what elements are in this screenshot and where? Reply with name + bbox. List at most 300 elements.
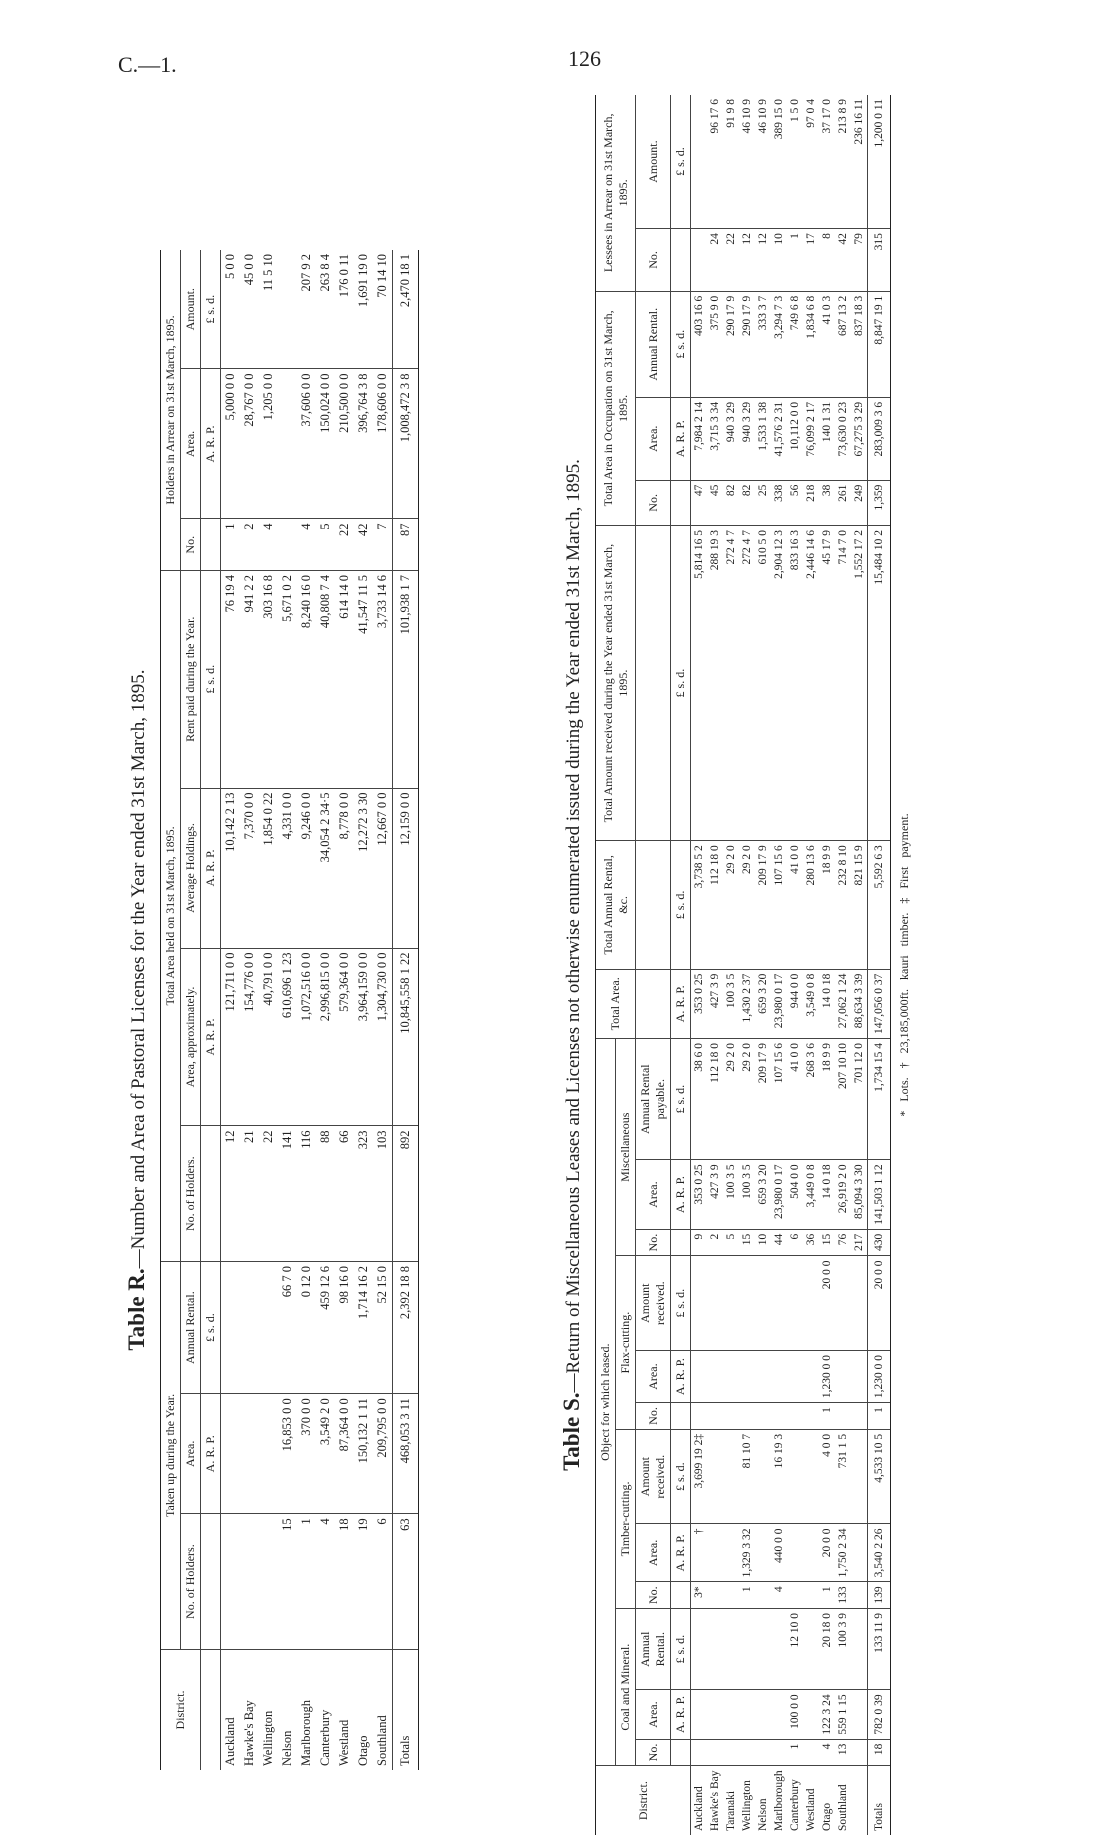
district-cell: Wellington [741, 1780, 753, 1831]
table-cell: 41,547 11 5 [354, 570, 373, 788]
table-s-unit-header: £ s. d. [671, 1429, 691, 1524]
table-cell: 12 10 0 [787, 1609, 803, 1690]
table-cell: 8,240 16 0 [297, 570, 316, 788]
table-cell [707, 1256, 723, 1351]
table-cell: 1 [819, 1403, 835, 1430]
table-cell: 70 14 10 [373, 250, 393, 369]
table-cell [787, 1256, 803, 1351]
table-cell [803, 1403, 819, 1430]
table-cell [723, 1429, 739, 1524]
table-r-unit-header: £ s. d. [201, 570, 221, 788]
table-s-group-coal: Coal and Mineral. [616, 1609, 636, 1766]
table-cell: 4 [259, 519, 278, 570]
table-s-object-header: Object for which leased. [596, 1039, 616, 1766]
table-row [221, 250, 241, 1770]
table-cell: 1,854 0 22 [259, 788, 278, 948]
table-cell [723, 1582, 739, 1609]
table-cell: 288 19 3 [707, 526, 723, 841]
table-cell: 18 9 9 [819, 1039, 835, 1160]
table-cell: 122 3 24 [819, 1690, 835, 1739]
table-cell [707, 1690, 723, 1739]
table-row [707, 95, 723, 1835]
table-cell: 12,667 0 0 [373, 788, 393, 948]
table-cell: 821 15 9 [851, 841, 868, 969]
table-cell: 218 [803, 480, 819, 525]
table-r-col-header: No. [181, 519, 201, 570]
table-cell: 5 0 0 [221, 250, 241, 369]
table-r-unit-header [201, 519, 221, 570]
table-cell: † [691, 1524, 708, 1582]
table-cell: 150,132 1 11 [354, 1394, 373, 1514]
table-s-col-header: Area. [636, 1351, 671, 1403]
table-cell: 24 [707, 229, 723, 292]
table-cell: 323 [354, 1126, 373, 1262]
table-cell [723, 1403, 739, 1430]
table-cell: 610 5 0 [755, 526, 771, 841]
table-s-unit-header: £ s. d. [671, 1039, 691, 1160]
table-cell: 112 18 0 [707, 1039, 723, 1160]
table-cell: 749 6 8 [787, 291, 803, 397]
table-s-col-header: Annual Rental payable. [636, 1039, 671, 1160]
table-cell: 98 16 0 [335, 1261, 354, 1393]
table-cell: 440 0 0 [771, 1524, 787, 1582]
table-r-unit-header [201, 1126, 221, 1262]
totals-cell: 147,056 0 37 [868, 969, 891, 1038]
table-cell [755, 1582, 771, 1609]
district-cell: Marlborough [773, 1770, 785, 1831]
table-s-unit-header: £ s. d. [671, 291, 691, 397]
table-s-col-total-received: Total Amount received during the Year ended 31st March, 1895. [596, 526, 636, 841]
totals-cell: 10,845,558 1 22 [393, 948, 419, 1126]
table-cell: 13 [835, 1739, 851, 1766]
table-row [278, 250, 297, 1770]
table-cell: 1,834 6 8 [803, 291, 819, 397]
table-cell: 375 9 0 [707, 291, 723, 397]
totals-cell: 3,540 2 26 [868, 1524, 891, 1582]
table-cell: 1,533 1 38 [755, 397, 771, 480]
table-r-block [120, 250, 560, 1770]
totals-row [393, 250, 419, 1770]
table-cell: 15 [739, 1229, 755, 1256]
table-s-col-header: Area. [636, 1524, 671, 1582]
table-s-col-total-rental: Total Annual Rental, &c. [596, 841, 636, 969]
table-cell [739, 1403, 755, 1430]
table-cell: 6 [787, 1229, 803, 1256]
table-cell: 213 8 9 [835, 95, 851, 229]
table-r-col-header: No. of Holders. [181, 1126, 201, 1262]
table-s-unit-header: A. R. P. [671, 397, 691, 480]
table-cell: 12,272 3 30 [354, 788, 373, 948]
table-cell: 614 14 0 [335, 570, 354, 788]
table-cell: 610,696 1 23 [278, 948, 297, 1126]
table-cell: 290 17 9 [739, 291, 755, 397]
table-r-col-header: Area, approximately. [181, 948, 201, 1126]
totals-cell: 87 [393, 519, 419, 570]
table-cell [803, 1739, 819, 1766]
table-cell [691, 1739, 708, 1766]
table-s-block [555, 95, 1045, 1835]
table-cell: 217 [851, 1229, 868, 1256]
table-cell: 210,500 0 0 [335, 369, 354, 519]
table-cell: 559 1 15 [835, 1690, 851, 1739]
table-cell: 3,549 2 0 [316, 1394, 335, 1514]
table-cell: 20 0 0 [819, 1524, 835, 1582]
table-cell: 29 2 0 [723, 841, 739, 969]
totals-cell: 15,484 10 2 [868, 526, 891, 841]
table-cell [723, 1524, 739, 1582]
footnote: † 23,185,000ft. kauri timber. [897, 912, 911, 1069]
table-cell: 1 [739, 1582, 755, 1609]
table-cell: 82 [723, 480, 739, 525]
table-cell: 3* [691, 1582, 708, 1609]
district-cell: Auckland [223, 1717, 237, 1766]
table-s [595, 95, 891, 1835]
table-cell: 1,205 0 0 [259, 369, 278, 519]
table-cell [259, 1394, 278, 1514]
totals-cell: 5,592 6 3 [868, 841, 891, 969]
table-row [259, 250, 278, 1770]
table-cell [221, 1514, 241, 1650]
table-cell: 23,980 0 17 [771, 1160, 787, 1229]
table-cell: 3,733 14 6 [373, 570, 393, 788]
table-s-group-timber: Timber-cutting. [616, 1429, 636, 1608]
table-cell: 40,791 0 0 [259, 948, 278, 1126]
table-cell: 22 [259, 1126, 278, 1262]
table-cell [691, 1609, 708, 1690]
table-cell: 85,094 3 30 [851, 1160, 868, 1229]
table-row [373, 250, 393, 1770]
table-cell [851, 1690, 868, 1739]
table-r-unit-header [201, 1649, 221, 1770]
table-cell: 9,246 0 0 [297, 788, 316, 948]
table-r-unit-header: £ s. d. [201, 250, 221, 369]
table-row [835, 95, 851, 1835]
table-cell: 1 [819, 1582, 835, 1609]
district-cell: Hawke's Bay [242, 1700, 256, 1766]
table-cell [851, 1739, 868, 1766]
totals-cell: 1,200 0 11 [868, 95, 891, 229]
table-cell [771, 1739, 787, 1766]
table-cell [803, 1609, 819, 1690]
table-cell [835, 1403, 851, 1430]
table-cell: 659 3 20 [755, 969, 771, 1038]
table-cell: 10 [771, 229, 787, 292]
table-s-col-header: No. [636, 480, 671, 525]
table-cell [240, 1394, 259, 1514]
table-r-col-header: Area. [181, 369, 201, 519]
table-cell [803, 1524, 819, 1582]
table-s-col-header: Annual Rental. [636, 291, 671, 397]
table-cell: 41 0 0 [787, 841, 803, 969]
table-s-title [559, 95, 585, 1835]
table-r-label: Table R. [124, 1268, 149, 1351]
table-s-col-spacer [636, 841, 671, 969]
table-cell: 23,980 0 17 [771, 969, 787, 1038]
table-cell: 45 17 9 [819, 526, 835, 841]
table-cell: 16 19 3 [771, 1429, 787, 1524]
table-cell [787, 1429, 803, 1524]
totals-cell: 892 [393, 1126, 419, 1262]
table-s-col-spacer [636, 526, 671, 841]
district-cell: Marlborough [299, 1700, 313, 1766]
table-cell: 3,964,159 0 0 [354, 948, 373, 1126]
district-cell: Canterbury [318, 1709, 332, 1766]
table-cell: 427 3 9 [707, 969, 723, 1038]
table-cell: 133 [835, 1582, 851, 1609]
table-cell: 12 [755, 229, 771, 292]
table-cell [835, 1256, 851, 1351]
table-cell [739, 1256, 755, 1351]
table-cell [691, 95, 708, 229]
table-cell: 66 [335, 1126, 354, 1262]
table-cell: 0 12 0 [297, 1261, 316, 1393]
table-cell: 16,853 0 0 [278, 1394, 297, 1514]
totals-cell: 1 [868, 1403, 891, 1430]
table-s-unit-header [671, 1229, 691, 1256]
table-cell [278, 519, 297, 570]
table-r [160, 250, 419, 1770]
table-cell: 112 18 0 [707, 841, 723, 969]
table-cell: 18 9 9 [819, 841, 835, 969]
table-cell: 504 0 0 [787, 1160, 803, 1229]
table-cell: 7,370 0 0 [240, 788, 259, 948]
table-cell: 833 16 3 [787, 526, 803, 841]
table-cell: 403 16 6 [691, 291, 708, 397]
table-r-title [124, 250, 150, 1770]
table-r-col-header: Annual Rental. [181, 1261, 201, 1393]
totals-cell: 468,053 3 11 [393, 1394, 419, 1514]
table-cell [723, 1351, 739, 1403]
table-cell [803, 1256, 819, 1351]
table-cell [771, 1256, 787, 1351]
table-cell: 36 [803, 1229, 819, 1256]
table-row [354, 250, 373, 1770]
table-s-group-flax: Flax-cutting. [616, 1256, 636, 1429]
table-cell: 1,072,516 0 0 [297, 948, 316, 1126]
table-cell: 41,576 2 31 [771, 397, 787, 480]
table-cell: 45 0 0 [240, 250, 259, 369]
table-cell: 389 15 0 [771, 95, 787, 229]
table-cell: 9 [691, 1229, 708, 1256]
table-cell: 1,230 0 0 [819, 1351, 835, 1403]
table-cell: 2 [240, 519, 259, 570]
table-cell: 5 [316, 519, 335, 570]
table-cell: 714 7 0 [835, 526, 851, 841]
table-cell: 4 [771, 1582, 787, 1609]
table-row [771, 95, 787, 1835]
table-cell [739, 1609, 755, 1690]
table-cell: 44 [771, 1229, 787, 1256]
table-cell [739, 1739, 755, 1766]
table-cell: 5,814 16 5 [691, 526, 708, 841]
table-cell: 87,364 0 0 [335, 1394, 354, 1514]
table-row [755, 95, 771, 1835]
table-cell: 10 [755, 1229, 771, 1256]
table-cell: 12 [739, 229, 755, 292]
table-cell: 3,449 0 8 [803, 1160, 819, 1229]
table-cell: 76,099 2 17 [803, 397, 819, 480]
totals-cell: 283,009 3 6 [868, 397, 891, 480]
totals-cell: 18 [868, 1739, 891, 1766]
table-s-unit-header [671, 1739, 691, 1766]
table-row [803, 95, 819, 1835]
table-cell [707, 1403, 723, 1430]
table-cell: 1,714 16 2 [354, 1261, 373, 1393]
table-s-unit-header: A. R. P. [671, 1690, 691, 1739]
table-cell: 100 3 5 [723, 969, 739, 1038]
table-s-col-header: Amount. [636, 95, 671, 229]
table-s-unit-header: £ s. d. [671, 526, 691, 841]
document-code: C.—1. [118, 52, 177, 77]
table-cell: 19 [354, 1514, 373, 1650]
table-s-unit-header [671, 229, 691, 292]
totals-cell: 12,159 0 0 [393, 788, 419, 948]
table-r-col-district: District. [161, 1649, 201, 1770]
table-cell: 5 [723, 1229, 739, 1256]
table-cell [755, 1524, 771, 1582]
table-cell: 207 10 10 [835, 1039, 851, 1160]
table-cell: 29 2 0 [739, 841, 755, 969]
table-cell: 353 0 25 [691, 1160, 708, 1229]
table-cell [787, 1524, 803, 1582]
table-cell [221, 1394, 241, 1514]
table-cell: 280 13 6 [803, 841, 819, 969]
district-cell: Westland [337, 1719, 351, 1766]
table-cell: 8 [819, 229, 835, 292]
table-cell [755, 1256, 771, 1351]
table-cell: 121,711 0 0 [221, 948, 241, 1126]
table-cell: 370 0 0 [297, 1394, 316, 1514]
table-cell [739, 1351, 755, 1403]
table-cell: 459 12 6 [316, 1261, 335, 1393]
table-cell [851, 1403, 868, 1430]
table-cell: 25 [755, 480, 771, 525]
table-cell [723, 1256, 739, 1351]
table-cell [691, 1690, 708, 1739]
table-cell: 209,795 0 0 [373, 1394, 393, 1514]
table-cell: 66 7 0 [278, 1261, 297, 1393]
table-s-col-spacer [636, 969, 671, 1038]
table-cell: 22 [335, 519, 354, 570]
district-cell: Southland [375, 1715, 389, 1766]
table-cell [787, 1351, 803, 1403]
table-cell: 263 8 4 [316, 250, 335, 369]
table-cell: 731 1 5 [835, 1429, 851, 1524]
table-cell: 91 9 8 [723, 95, 739, 229]
table-s-footnotes [897, 95, 912, 1835]
table-r-unit-header [201, 1514, 221, 1650]
district-cell [851, 1766, 868, 1835]
table-cell [803, 1690, 819, 1739]
table-s-group-lessees-arrear: Lessees in Arrear on 31st March, 1895. [596, 95, 636, 291]
table-cell [240, 1514, 259, 1650]
table-cell: 154,776 0 0 [240, 948, 259, 1126]
table-cell: 22 [723, 229, 739, 292]
table-cell: 207 9 2 [297, 250, 316, 369]
table-cell: 940 3 29 [723, 397, 739, 480]
table-cell: 81 10 7 [739, 1429, 755, 1524]
table-cell [755, 1739, 771, 1766]
table-s-col-header: No. [636, 1403, 671, 1430]
table-cell: 396,764 3 8 [354, 369, 373, 519]
table-cell [755, 1609, 771, 1690]
table-cell: 232 8 10 [835, 841, 851, 969]
table-cell [851, 1256, 868, 1351]
table-cell: 18 [335, 1514, 354, 1650]
table-s-col-header: Area. [636, 1160, 671, 1229]
district-cell: Hawke's Bay [709, 1770, 721, 1831]
district-cell: Southland [837, 1784, 849, 1831]
totals-cell: 315 [868, 229, 891, 292]
table-cell [851, 1524, 868, 1582]
table-cell: 333 3 7 [755, 291, 771, 397]
table-s-unit-header: A. R. P. [671, 969, 691, 1038]
table-s-caption: —Return of Miscellaneous Leases and Licenses not otherwise enumerated issued during the Year ended 31st March, 1895. [563, 459, 584, 1393]
table-cell: 17 [803, 229, 819, 292]
table-row [739, 95, 755, 1835]
table-cell: 82 [739, 480, 755, 525]
table-cell: 107 15 6 [771, 1039, 787, 1160]
table-cell [259, 1514, 278, 1650]
table-row [851, 95, 868, 1835]
table-cell: 46 10 9 [755, 95, 771, 229]
table-s-unit-header: £ s. d. [671, 95, 691, 229]
table-cell: 4,331 0 0 [278, 788, 297, 948]
table-cell [803, 1351, 819, 1403]
table-s-group-occupation: Total Area in Occupation on 31st March, 1895. [596, 291, 636, 525]
totals-cell: 139 [868, 1582, 891, 1609]
table-cell [755, 1690, 771, 1739]
table-cell: 3,715 3 34 [707, 397, 723, 480]
table-cell: 38 [819, 480, 835, 525]
table-cell: 88,634 3 39 [851, 969, 868, 1038]
table-cell: 579,364 0 0 [335, 948, 354, 1126]
table-r-col-header: Average Holdings. [181, 788, 201, 948]
table-cell: 100 3 5 [739, 1160, 755, 1229]
table-cell: 100 3 9 [835, 1609, 851, 1690]
table-cell: 100 3 5 [723, 1160, 739, 1229]
totals-cell: 101,938 1 7 [393, 570, 419, 788]
table-cell: 76 [835, 1229, 851, 1256]
table-cell: 116 [297, 1126, 316, 1262]
table-cell: 41 0 0 [787, 1039, 803, 1160]
table-cell [739, 1690, 755, 1739]
table-cell: 20 0 0 [819, 1256, 835, 1351]
table-cell: 26,919 2 0 [835, 1160, 851, 1229]
table-row [723, 95, 739, 1835]
table-cell: 1,304,730 0 0 [373, 948, 393, 1126]
table-s-group-misc: Miscellaneous [616, 1039, 636, 1256]
table-cell: 427 3 9 [707, 1160, 723, 1229]
table-s-unit-header [671, 1403, 691, 1430]
table-r-col-header: Rent paid during the Year. [181, 570, 201, 788]
table-cell: 46 10 9 [739, 95, 755, 229]
table-s-unit-header: A. R. P. [671, 1351, 691, 1403]
table-cell: 96 17 6 [707, 95, 723, 229]
table-cell: 272 4 7 [723, 526, 739, 841]
table-r-unit-header: A. R. P. [201, 948, 221, 1126]
table-cell: 42 [354, 519, 373, 570]
table-cell: 7,984 2 14 [691, 397, 708, 480]
table-cell: 272 4 7 [739, 526, 755, 841]
table-cell: 209 17 9 [755, 1039, 771, 1160]
table-cell [803, 1429, 819, 1524]
table-row [297, 250, 316, 1770]
table-cell: 1,430 2 37 [739, 969, 755, 1038]
table-cell [707, 1351, 723, 1403]
table-cell: 3,294 7 3 [771, 291, 787, 397]
table-cell: 20 18 0 [819, 1609, 835, 1690]
